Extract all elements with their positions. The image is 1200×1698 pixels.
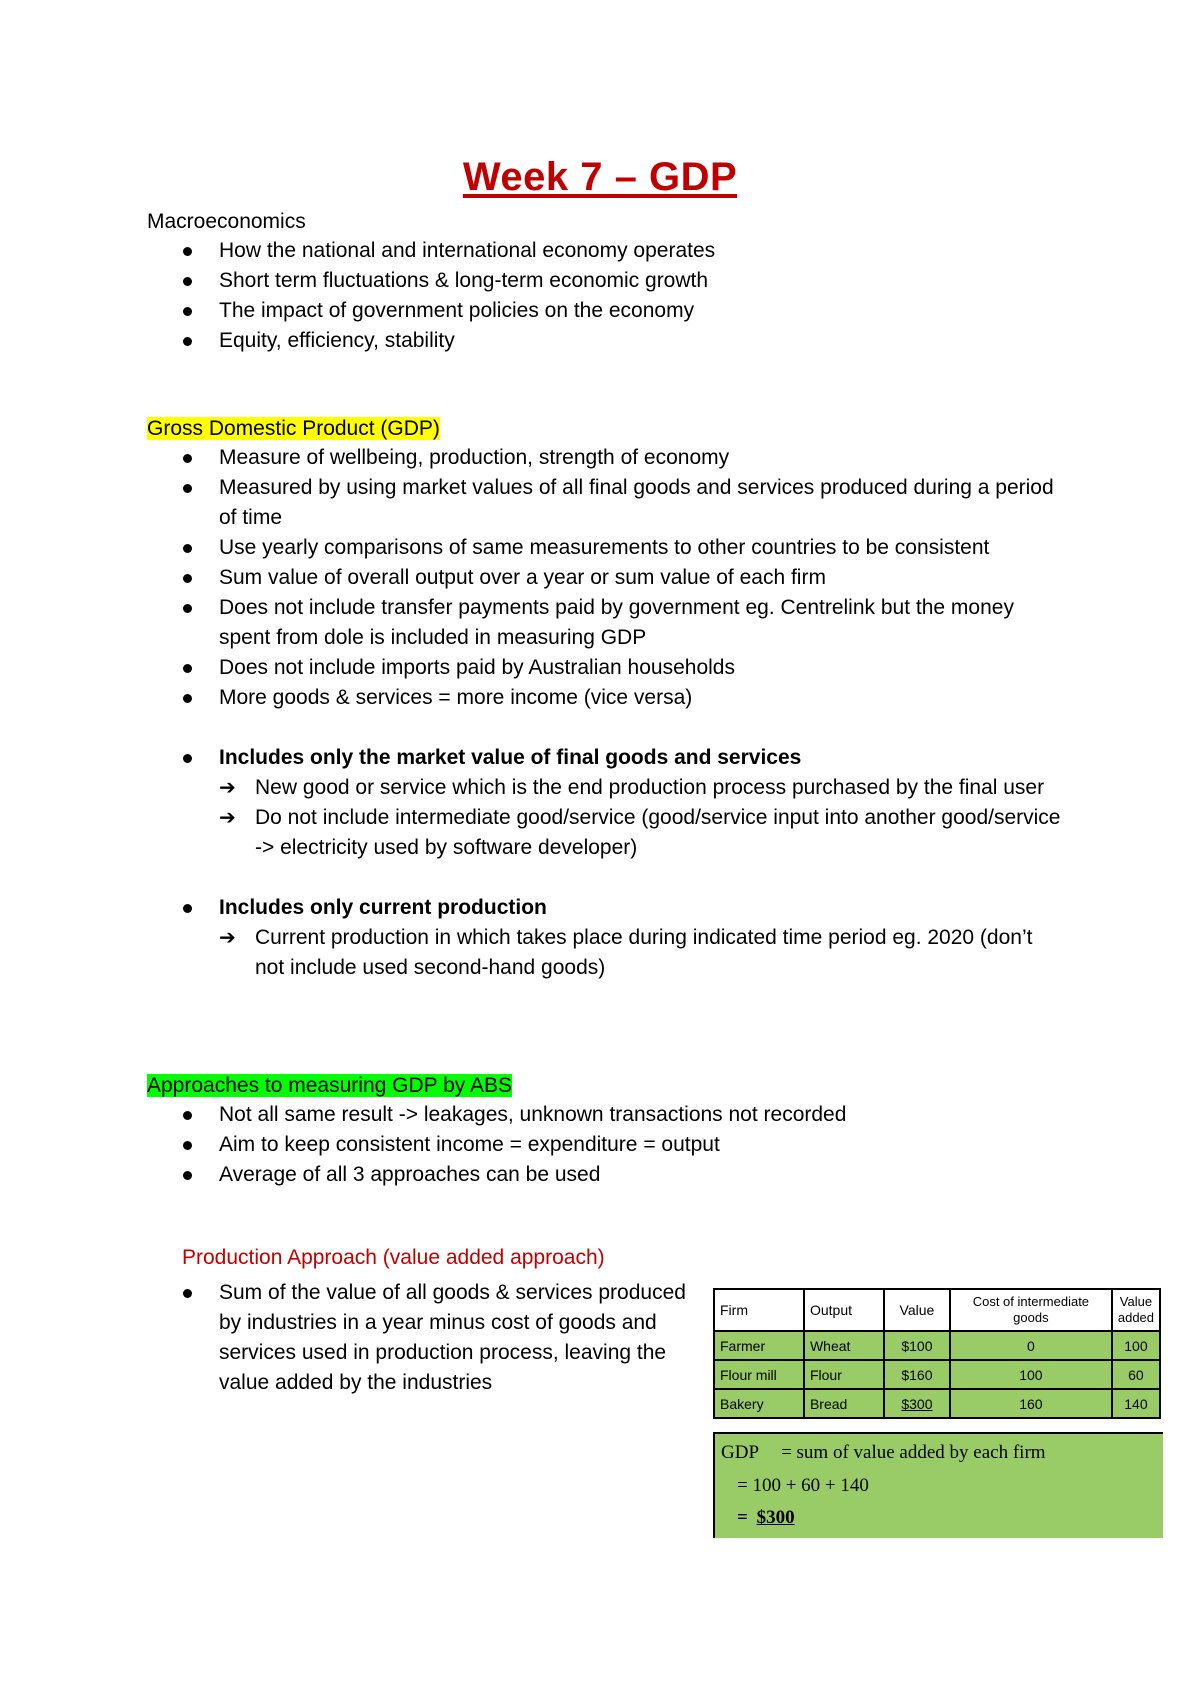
column-header: Firm bbox=[714, 1289, 804, 1331]
arrow-right-icon: ➔ bbox=[219, 927, 236, 949]
list-item-final-goods bbox=[147, 743, 1067, 863]
list-item: Equity, efficiency, stability bbox=[147, 326, 1047, 356]
gdp-total: $300 bbox=[756, 1507, 795, 1528]
production-heading: Production Approach (value added approach) bbox=[182, 1246, 605, 1269]
approaches-heading-text: Approaches to measuring GDP by ABS bbox=[147, 1074, 512, 1097]
column-header: Cost of intermediate goods bbox=[950, 1289, 1112, 1331]
table-cell: $160 bbox=[884, 1360, 950, 1389]
table-cell: 100 bbox=[1112, 1331, 1160, 1360]
sub-item-text: Current production in which takes place during indicated time period eg. 2020 (don’t not include used second-hand goods) bbox=[255, 926, 1033, 979]
list-item: More goods & services = more income (vice versa) bbox=[147, 683, 1067, 713]
table-header-row bbox=[714, 1289, 1160, 1331]
sub-item-text: New good or service which is the end production process purchased by the final user bbox=[255, 776, 1045, 799]
list-item: Use yearly comparisons of same measurements to other countries to be consistent bbox=[147, 533, 1067, 563]
gdp-line-1 bbox=[721, 1442, 1046, 1464]
table-cell: $300 bbox=[884, 1389, 950, 1418]
table-cell: Wheat bbox=[804, 1331, 884, 1360]
arrow-right-icon: ➔ bbox=[219, 807, 236, 829]
list-item: Sum value of overall output over a year or sum value of each firm bbox=[147, 563, 1067, 593]
arrow-right-icon: ➔ bbox=[219, 777, 236, 799]
table-cell: $100 bbox=[884, 1331, 950, 1360]
list-item: Sum of the value of all goods & services produced by industries in a year minus cost of goods and services used in production process, leaving the value added by the industries bbox=[147, 1278, 692, 1398]
production-list bbox=[147, 1278, 692, 1398]
list-item: Average of all 3 approaches can be used bbox=[147, 1160, 1067, 1190]
gdp-equals: = bbox=[737, 1507, 748, 1528]
final-goods-heading: Includes only the market value of final goods and services bbox=[219, 746, 802, 769]
table-cell: Bread bbox=[804, 1389, 884, 1418]
sub-item-text: Do not include intermediate good/service (good/service input into another good/service -> electricity used by software developer) bbox=[255, 806, 1061, 859]
list-item: Does not include imports paid by Australian households bbox=[147, 653, 1067, 683]
final-goods-sublist bbox=[219, 773, 1067, 863]
gdp-line-2: = 100 + 60 + 140 bbox=[737, 1475, 869, 1496]
table-cell: 160 bbox=[950, 1389, 1112, 1418]
column-header: Value bbox=[884, 1289, 950, 1331]
page-title: Week 7 – GDP bbox=[462, 155, 738, 199]
sub-item bbox=[219, 773, 1067, 803]
table-row bbox=[714, 1389, 1160, 1418]
table-cell: Flour mill bbox=[714, 1360, 804, 1389]
list-item: The impact of government policies on the economy bbox=[147, 296, 1047, 326]
list-item: How the national and international economy operates bbox=[147, 236, 1047, 266]
gdp-calculation-box bbox=[713, 1432, 1163, 1538]
approaches-list bbox=[147, 1100, 1067, 1190]
column-header: Value added bbox=[1112, 1289, 1160, 1331]
gdp-label: GDP bbox=[721, 1442, 759, 1463]
gdp-line-3 bbox=[737, 1507, 795, 1529]
table-cell: Flour bbox=[804, 1360, 884, 1389]
current-production-sublist bbox=[219, 923, 1067, 983]
sub-item bbox=[219, 923, 1067, 983]
list-item-current-production bbox=[147, 893, 1067, 983]
table-cell: Farmer bbox=[714, 1331, 804, 1360]
table-cell: 100 bbox=[950, 1360, 1112, 1389]
gdp-heading bbox=[147, 415, 440, 443]
gdp-definition: = sum of value added by each firm bbox=[781, 1442, 1046, 1463]
approaches-heading bbox=[147, 1072, 512, 1100]
macro-heading: Macroeconomics bbox=[147, 210, 306, 233]
current-production-heading: Includes only current production bbox=[219, 896, 547, 919]
list-item: Aim to keep consistent income = expenditure = output bbox=[147, 1130, 1067, 1160]
table-row bbox=[714, 1331, 1160, 1360]
list-item: Measured by using market values of all final goods and services produced during a period of time bbox=[147, 473, 1067, 533]
sub-item bbox=[219, 803, 1067, 863]
value-added-table bbox=[713, 1288, 1161, 1419]
table-cell: 60 bbox=[1112, 1360, 1160, 1389]
table-cell: Bakery bbox=[714, 1389, 804, 1418]
list-item: Measure of wellbeing, production, strength of economy bbox=[147, 443, 1067, 473]
list-item: Does not include transfer payments paid by government eg. Centrelink but the money spent from dole is included in measuring GDP bbox=[147, 593, 1067, 653]
gdp-list bbox=[147, 443, 1067, 983]
macro-list bbox=[147, 236, 1047, 356]
table-cell: 140 bbox=[1112, 1389, 1160, 1418]
gdp-heading-text: Gross Domestic Product (GDP) bbox=[147, 417, 440, 440]
list-item: Short term fluctuations & long-term economic growth bbox=[147, 266, 1047, 296]
table-cell: 0 bbox=[950, 1331, 1112, 1360]
column-header: Output bbox=[804, 1289, 884, 1331]
list-item: Not all same result -> leakages, unknown transactions not recorded bbox=[147, 1100, 1067, 1130]
table-row bbox=[714, 1360, 1160, 1389]
